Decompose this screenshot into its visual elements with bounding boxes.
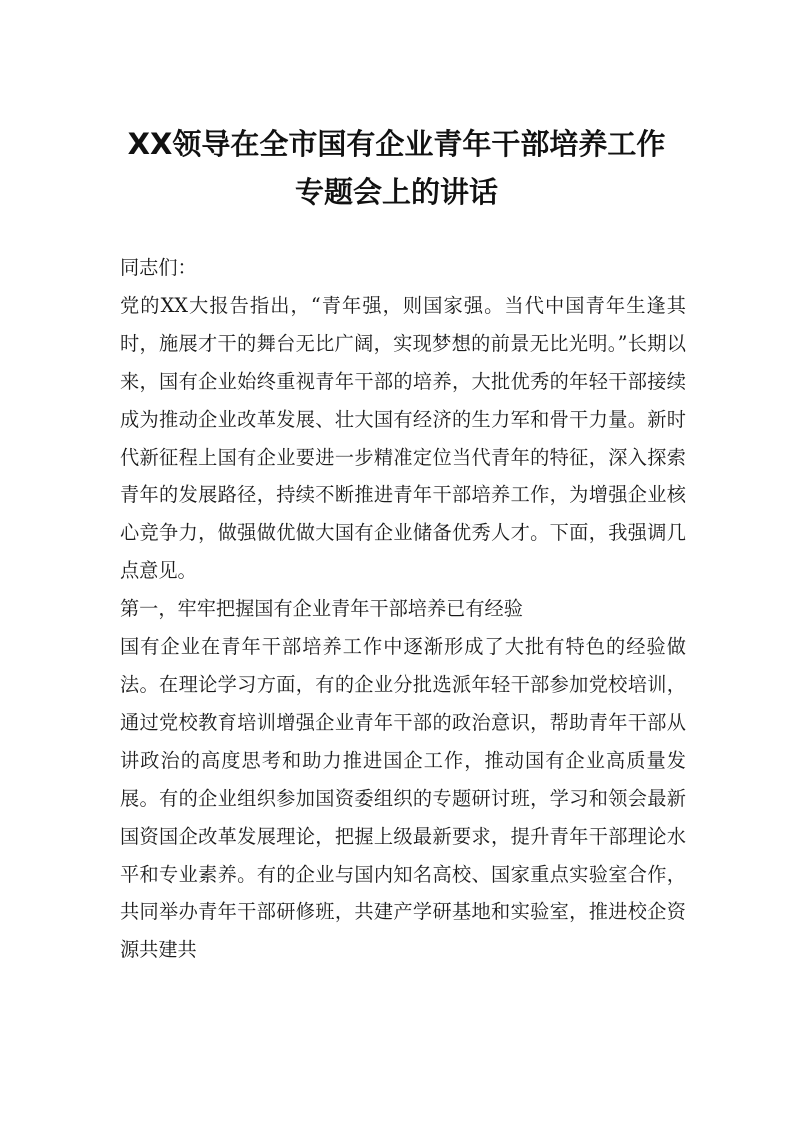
document-title-line-2: 专题会上的讲话 xyxy=(294,175,498,209)
salutation: 同志们： xyxy=(120,256,197,279)
document-title-line-1: XX领导在全市国有企业青年干部培养工作 xyxy=(127,127,666,161)
paragraph-section-1: 国有企业在青年干部培养工作中逐渐形成了大批有特色的经验做法。在理论学习方面，有的企业分批选派年轻干部参加党校培训，通过党校教育培训增强企业青年干部的政治意识，帮助青年干部从讲政治的高度思考和助力推进国企工作，推动国有企业高质量发展。有的企业组织参加国资委组织的专题研讨班，学习和领会最新国资国企改革发展理论，把握上级最新要求，提升青年干部理论水平和专业素养。有的企业与国内知名高校、国家重点实验室合作，共同举办青年干部研修班，共建产学研基地和实验室，推进校企资源共建共 xyxy=(120,635,686,962)
document-body xyxy=(120,249,686,969)
section-heading-1: 第一，牢牢把握国有企业青年干部培养已有经验 xyxy=(120,597,523,621)
paragraph-intro: 党的XX大报告指出，“青年强，则国家强。当代中国青年生逢其时，施展才干的舞台无比广阔，实现梦想的前景无比光明。”长期以来，国有企业始终重视青年干部的培养，大批优秀的年轻干部接续成为推动企业改革发展、壮大国有经济的生力军和骨干力量。新时代新征程上国有企业要进一步精准定位当代青年的特征，深入探索青年的发展路径，持续不断推进青年干部培养工作，为增强企业核心竞争力，做强做优做大国有企业储备优秀人才。下面，我强调几点意见。 xyxy=(120,293,686,583)
